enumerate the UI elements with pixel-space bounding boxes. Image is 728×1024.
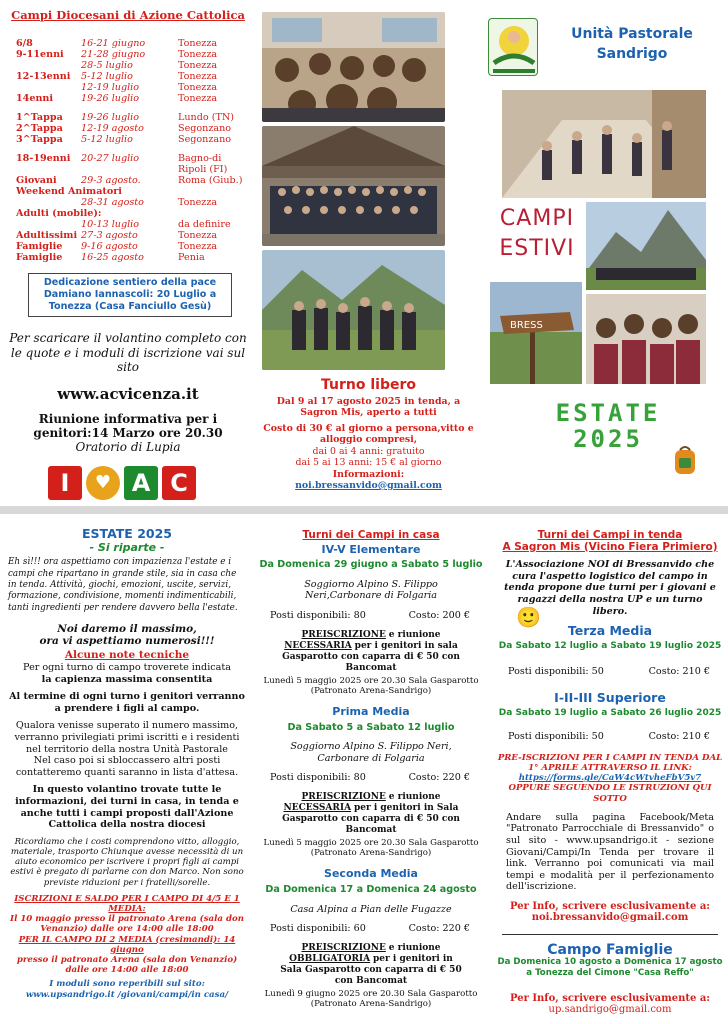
diocesan-camps-column	[8, 8, 248, 498]
campi-estivi-title	[488, 204, 586, 264]
schedule-row	[8, 230, 248, 241]
note-waitlist: Nel caso poi si sbloccassero altri posti contatteremo quanti saranno in lista d'attesa.	[15, 755, 239, 778]
schedule-who: Adultissimi	[16, 230, 78, 241]
flyer-front	[0, 0, 728, 506]
tent-camps-title: Turni dei Campi in tenda	[537, 529, 683, 541]
schedule-place: Tonezza	[178, 60, 218, 71]
pre-text-2: per i genitori in sala Gasparotto con caparra di € 50 con Bancomat	[282, 640, 460, 673]
famiglie-dates: Da Domenica 10 agosto a Domenica 17 agosto a Tonezza del Cimone "Casa Reffo"	[497, 956, 723, 978]
tent-camps-column	[496, 514, 724, 1024]
camp-meeting: Lunedì 5 maggio 2025 ore 20.30 Sala Gasparotto (Patronato Arena-Sandrigo)	[263, 837, 479, 859]
schedule-place: Lundo (TN)	[178, 112, 234, 123]
schedule-who: 6/8	[16, 38, 33, 49]
camp-meeting: Lunedì 9 giugno 2025 ore 20.30 Sala Gasparotto (Patronato Arena-Sandrigo)	[264, 988, 478, 1009]
schedule-who: Adulti (mobile):	[16, 208, 102, 219]
cover-photo-peak	[586, 202, 706, 290]
home-camp-section	[258, 706, 484, 858]
cover-photo-stairs	[502, 90, 706, 198]
schedule-row	[8, 134, 248, 145]
pace-trail-box: Dedicazione sentiero della pace Damiano Iannascoli: 20 Luglio a Tonezza (Casa Fanciullo Gesù)	[28, 273, 232, 317]
camp-place: Casa Alpina a Pian delle Fugazze	[290, 903, 452, 915]
schedule-who: 3^Tappa	[16, 134, 63, 145]
parents-meeting	[8, 412, 248, 454]
meeting-place: Oratorio di Lupia	[75, 439, 181, 454]
iac-letter-i: I	[48, 466, 82, 500]
iscrizioni-title: ISCRIZIONI E SALDO PER I CAMPO DI 4/5 E 1 MEDIA:	[14, 893, 240, 914]
schedule-who: Weekend Animatori	[16, 186, 122, 197]
camp-cost: Costo: 220 €	[408, 772, 470, 784]
intro-text: Eh sì!!! ora aspettiamo con impazienza l'estate e i campi che ripartano in grande stile, sia in casa che in tenda. Attività, giochi, emozioni, uscite, servizi, formazione, condivisione, momenti indimenticabili, tanti ingredienti per rendere davvero bella l'estate.	[8, 557, 238, 613]
iscrizioni-2-label: PER IL CAMPO DI 2 MEDIA (cresimandi): 14 giugno	[18, 934, 236, 955]
camp-group: Seconda Media	[324, 867, 418, 881]
camp-posti: Posti disponibili: 80	[270, 609, 366, 621]
pre-label: PREISCRIZIONE	[301, 791, 386, 802]
cover-photo-sign	[490, 282, 582, 384]
schedule-dates: 20-27 luglio	[81, 153, 140, 164]
schedule-who: 12-13enni	[16, 71, 71, 82]
facebook-instructions: Andare sulla pagina Facebook/Meta "Patronato Parrocchiale di Bressanvido" o sul sito - www.upsandrigo.it - sezione Giovani/Campi/In Tenda per trovare il link. Verranno poi comunicati via mail tempi e modalità per il perfezionamento dell'iscrizione.	[506, 811, 714, 893]
smiley-icon: 🙂	[516, 605, 541, 629]
preiscrizioni-link[interactable]: https://forms.gle/CaW4cWtvheFbV5v7	[518, 773, 702, 784]
schedule-row	[8, 175, 248, 186]
superiore-cost: Costo: 210 €	[648, 731, 710, 743]
schedule-row	[8, 38, 248, 49]
turno-libero-email[interactable]: noi.bressanvido@gmail.com	[295, 480, 442, 491]
schedule-place: Tonezza	[178, 197, 218, 208]
info-label: Per Info, scrivere esclusivamente a:	[509, 900, 711, 912]
schedule-dates: 12-19 luglio	[81, 82, 140, 93]
backpack-icon	[670, 444, 700, 478]
camp-place: Soggiorno Alpino S. Filippo Neri, Carbonare di Folgaria	[290, 741, 452, 764]
fold-divider	[0, 506, 728, 514]
schedule-dates: 21-28 giugno	[81, 49, 146, 60]
svg-text:BRESS: BRESS	[510, 320, 543, 331]
schedule-gap	[8, 104, 248, 112]
diocesan-schedule	[8, 38, 248, 263]
section-divider	[502, 934, 718, 935]
schedule-who: 14enni	[16, 93, 54, 104]
schedule-who: 2^Tappa	[16, 123, 63, 134]
pre-text: e riunione	[388, 791, 441, 802]
schedule-dates: 16-21 giugno	[81, 38, 146, 49]
info-label-2: Per Info, scrivere esclusivamente a:	[509, 992, 711, 1004]
schedule-row	[8, 71, 248, 82]
terza-media-dates: Da Sabato 12 luglio a Sabato 19 luglio 2025	[498, 640, 722, 651]
schedule-row	[8, 60, 248, 71]
preiscrizioni-text: PRE-ISCRIZIONI PER I CAMPI IN TENDA DAL 1° APRILE ATTRAVERSO IL LINK:	[497, 752, 723, 773]
turno-libero	[262, 377, 475, 492]
schedule-place: Tonezza	[178, 82, 218, 93]
schedule-who: 18-19enni	[16, 153, 71, 164]
schedule-gap	[8, 145, 248, 153]
estate-intro-column	[8, 514, 246, 1024]
pastoral-unit-logo	[488, 18, 538, 76]
note-pickup: Al termine di ogni turno i genitori verranno a prendere i figli al campo.	[9, 691, 245, 714]
schedule-who: 1^Tappa	[16, 112, 63, 123]
turno-libero-dates: Dal 9 al 17 agosto 2025 in tenda, a Sagron Mis, aperto a tutti	[276, 395, 461, 418]
terza-media-title: Terza Media	[567, 623, 653, 639]
schedule-row	[8, 112, 248, 123]
camp-dates: Da Domenica 29 giugno a Sabato 5 luglio	[259, 559, 483, 571]
pre-label-2: NECESSARIA	[284, 640, 352, 651]
schedule-dates: 19-26 luglio	[81, 93, 140, 104]
pre-text-2: per i genitori in Sala Gasparotto con caparra di € 50 con Bancomat	[282, 802, 460, 835]
pre-text: e riunione	[388, 942, 441, 953]
turno-libero-info-label: Informazioni:	[332, 468, 405, 480]
terza-media-cost: Costo: 210 €	[648, 666, 710, 678]
schedule-place: Roma (Giub.)	[178, 175, 243, 186]
noi-association-text: L'Associazione NOI di Bressanvido che cura l'aspetto logistico del campo in tenda propone due turni per i giovani e ragazzi della nostra UP e un turno libero.	[504, 559, 716, 617]
terza-media-info	[496, 666, 724, 678]
website-link[interactable]: www.acvicenza.it	[57, 384, 199, 403]
camp-posti: Posti disponibili: 60	[270, 923, 366, 935]
info-email-2[interactable]: up.sandrigo@gmail.com	[548, 1004, 672, 1016]
motto-line2: ora vi aspettiamo numerosi!!!	[39, 634, 215, 647]
schedule-dates: 12-19 agosto	[81, 123, 144, 134]
tent-camps-subtitle: A Sagron Mis (Vicino Fiera Primiero)	[502, 540, 718, 553]
schedule-row	[8, 241, 248, 252]
home-camp-section	[258, 544, 484, 696]
estivi-word: ESTIVI	[499, 236, 575, 261]
schedule-row	[8, 164, 248, 175]
turno-libero-cost: Costo di 30 € al giorno a persona,vitto e alloggio compresi,	[263, 422, 474, 445]
pre-label: PREISCRIZIONE	[301, 629, 386, 640]
superiore-title: I-II-III Superiore	[554, 689, 666, 705]
home-camps-column	[258, 514, 484, 1024]
pre-text-2: per i genitori in Sala Gasparotto con caparra di € 50 con Bancomat	[280, 953, 462, 986]
home-camps-list	[258, 544, 484, 1010]
meeting-date: Riunione informativa per i genitori:14 Marzo ore 20.30	[33, 411, 223, 440]
home-camps-title: Turni dei Campi in casa	[302, 529, 440, 541]
pre-label-2: OBBLIGATORIA	[289, 953, 371, 964]
group-photo-bus	[262, 12, 445, 122]
schedule-row	[8, 153, 248, 164]
schedule-dates: 28-5 luglio	[81, 60, 133, 71]
camp-cost: Costo: 220 €	[408, 923, 470, 935]
schedule-dates: 19-26 luglio	[81, 112, 140, 123]
schedule-dates: 27-3 agosto	[81, 230, 138, 241]
turno-libero-age2: dai 5 ai 13 anni: 15 € al giorno	[295, 457, 442, 468]
camp-info	[258, 772, 484, 784]
notes-title: Alcune note tecniche	[64, 649, 190, 662]
estate-title: ESTATE 2025	[81, 526, 172, 541]
sandrigo: Sandrigo	[596, 46, 668, 62]
schedule-dates: 9-16 agosto	[81, 241, 138, 252]
cover-photo-girls	[586, 294, 706, 384]
schedule-place: Segonzano	[178, 134, 232, 145]
schedule-row	[8, 252, 248, 263]
year-word: 2025	[573, 425, 643, 453]
note-priority: Qualora venisse superato il numero massimo, verranno privilegiati primi iscritti e i residenti nel territorio della nostra Unità Pastorale	[14, 720, 240, 755]
camp-preiscrizione	[258, 792, 484, 836]
camp-info	[258, 923, 484, 935]
schedule-row	[8, 197, 248, 208]
camp-cost: Costo: 200 €	[408, 609, 470, 621]
famiglie-title: Campo Famiglie	[547, 942, 673, 959]
home-camp-section	[258, 868, 484, 1009]
schedule-place: Tonezza	[178, 38, 218, 49]
schedule-dates: 10-13 luglio	[81, 219, 140, 230]
schedule-row	[8, 219, 248, 230]
estate-word: ESTATE	[555, 399, 661, 427]
note-flyer: In questo volantino trovate tutte le informazioni, dei turni in casa, in tenda e anche tutti i campi proposti dall'Azione Cattolica della nostra diocesi	[15, 784, 239, 831]
iac-letter-c: C	[162, 466, 196, 500]
schedule-row	[8, 82, 248, 93]
camp-meeting: Lunedì 5 maggio 2025 ore 20.30 Sala Gasparotto (Patronato Arena-Sandrigo)	[263, 675, 479, 696]
schedule-place: Tonezza	[178, 71, 218, 82]
schedule-dates: 28-31 agosto	[81, 197, 144, 208]
schedule-who: Giovani	[16, 175, 57, 186]
turno-libero-title: Turno libero	[321, 377, 416, 393]
camp-info	[258, 610, 484, 622]
schedule-place: Penia	[178, 252, 205, 263]
schedule-place: da definire	[178, 219, 231, 230]
schedule-dates: 16-25 agosto	[81, 252, 144, 263]
schedule-row	[8, 186, 248, 197]
iac-letter-a: A	[124, 466, 158, 500]
note-capacity-2: la capienza massima consentita	[41, 673, 213, 685]
camp-group: IV-V Elementare	[321, 542, 421, 556]
note-costs: Ricordiamo che i costi comprendono vitto, alloggio, materiale, trasporto Chiunque avesse necessità di un aiuto economico per iscrivere i propri figli ai campi estivi è pregato di parlarne con don Marco. Non sono previste riduzioni per i fratelli/sorelle.	[10, 836, 244, 888]
schedule-who: Famiglie	[16, 241, 63, 252]
terza-media-posti: Posti disponibili: 50	[508, 666, 604, 678]
preiscrizioni-alt: OPPURE SEGUENDO LE ISTRUZIONI QUI SOTTO	[508, 783, 712, 804]
turno-libero-age1: dai 0 ai 4 anni: gratuito	[312, 445, 425, 457]
superiore-posti: Posti disponibili: 50	[508, 731, 604, 743]
schedule-row	[8, 208, 248, 219]
camp-posti: Posti disponibili: 80	[270, 772, 366, 784]
note-capacity-1: Per ogni turno di campo troverete indicata	[23, 662, 231, 673]
iscrizioni-2: presso il patronato Arena (sala don Venanzio) dalle ore 14:00 alle 18:00	[16, 954, 238, 976]
pre-label: PREISCRIZIONE	[301, 942, 386, 953]
camp-group: Prima Media	[332, 704, 410, 718]
download-text: Per scaricare il volantino completo con le quote e i moduli di iscrizione vai sul sito	[9, 331, 247, 374]
schedule-place: Tonezza	[178, 241, 218, 252]
schedule-who: 9-11enni	[16, 49, 64, 60]
schedule-row	[8, 49, 248, 60]
motto-line1: Noi daremo il massimo,	[57, 623, 197, 636]
schedule-dates: 5-12 luglio	[81, 134, 133, 145]
group-photo-mountain	[262, 250, 445, 370]
group-photo-bridge	[262, 126, 445, 246]
flyer-back	[0, 514, 728, 1024]
schedule-dates: 29-3 agosto.	[81, 175, 141, 186]
pastoral-unit-title	[552, 24, 712, 64]
schedule-row	[8, 123, 248, 134]
heart-globe-icon: ♥	[86, 466, 120, 500]
superiore-dates: Da Sabato 19 luglio a Sabato 26 luglio 2025	[498, 707, 722, 718]
camp-preiscrizione	[258, 630, 484, 674]
schedule-row	[8, 93, 248, 104]
camp-dates: Da Domenica 17 a Domenica 24 agosto	[265, 883, 477, 895]
schedule-dates: 5-12 luglio	[81, 71, 133, 82]
schedule-place: Tonezza	[178, 49, 218, 60]
diocesan-title: Campi Diocesani di Azione Cattolica	[11, 8, 245, 22]
cover-column	[488, 12, 720, 502]
schedule-who: Famiglie	[16, 252, 63, 263]
modules-link[interactable]: I moduli sono reperibili sul sito: www.upsandrigo.it /giovani/campi/in casa/	[25, 979, 229, 1000]
pre-label-2: NECESSARIA	[283, 802, 352, 813]
campi-word: CAMPI	[499, 206, 575, 231]
schedule-place: Tonezza	[178, 230, 218, 241]
schedule-place: Segonzano	[178, 123, 232, 134]
superiore-info	[496, 731, 724, 743]
schedule-place: Tonezza	[178, 93, 218, 104]
photos-column	[262, 12, 475, 502]
info-email[interactable]: noi.bressanvido@gmail.com	[531, 912, 689, 924]
iac-logo	[48, 466, 248, 500]
iscrizioni-1: Il 10 maggio presso il patronato Arena (sala don Venanzio) dalle ore 14:00 alle 18:00	[10, 914, 244, 935]
camp-place: Soggiorno Alpino S. Filippo Neri,Carbonare di Folgaria	[304, 578, 438, 602]
pre-text: e riunione	[388, 629, 441, 640]
estate-subtitle: - Si riparte -	[89, 540, 165, 554]
camp-preiscrizione	[258, 943, 484, 987]
schedule-place: Ripoli (FI)	[178, 164, 228, 175]
camp-dates: Da Sabato 5 a Sabato 12 luglio	[287, 721, 455, 733]
unita-pastorale: Unità Pastorale	[571, 26, 693, 42]
schedule-place: Bagno-di	[178, 153, 222, 164]
